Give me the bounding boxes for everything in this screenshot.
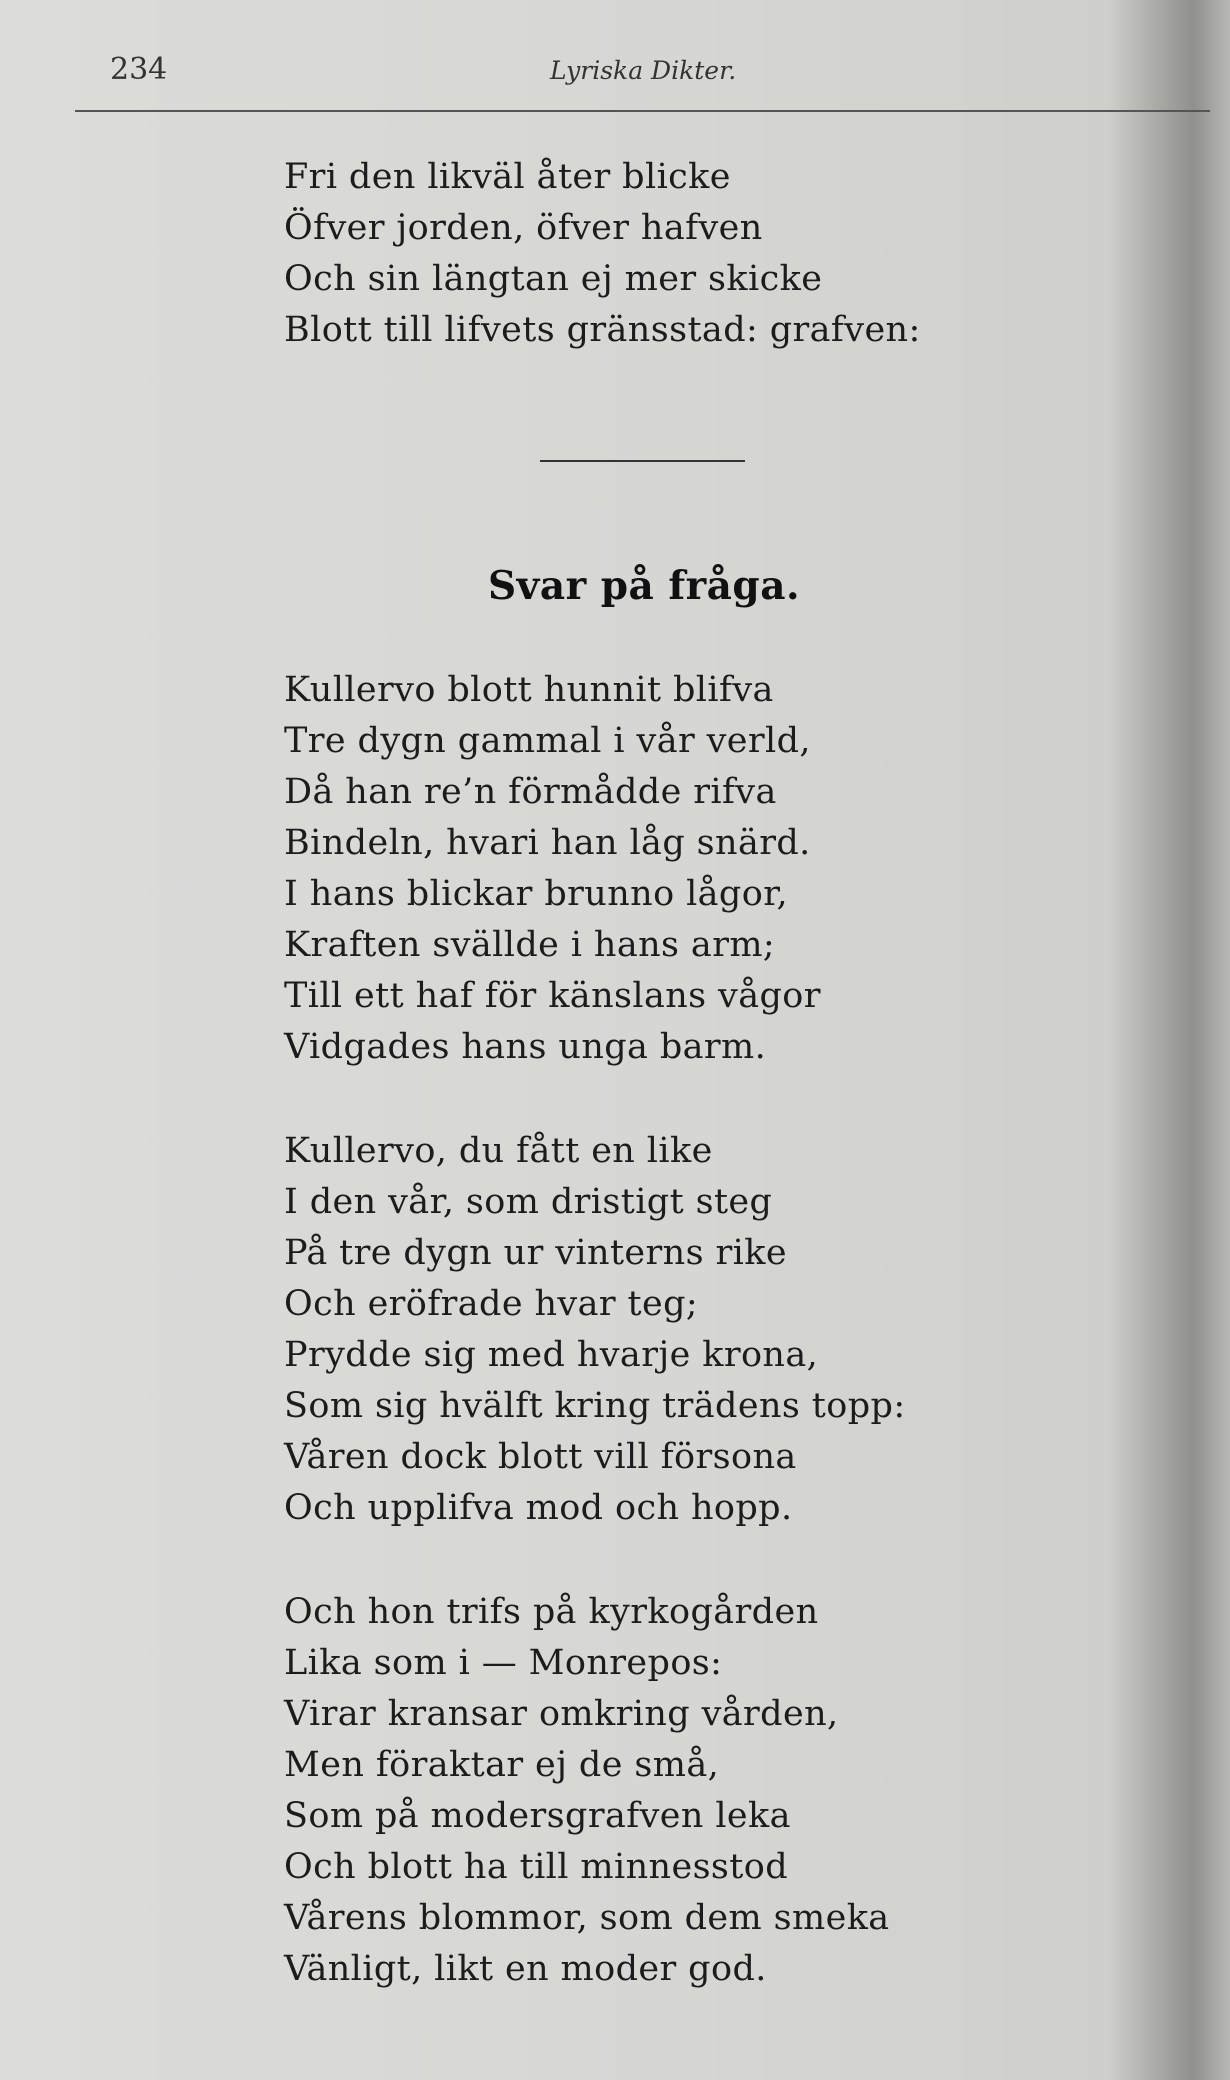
verse-line: Kraften svällde i hans arm;: [284, 925, 776, 965]
verse-line: Våren dock blott vill försona: [284, 1437, 797, 1477]
verse-line: I hans blickar brunno lågor,: [284, 874, 789, 914]
verse-line: Till ett haf för känslans vågor: [284, 976, 821, 1016]
verse-line: Och sin längtan ej mer skicke: [284, 259, 823, 299]
verse-line: Lika som i — Monrepos:: [284, 1643, 723, 1683]
poem-title: Svar på fråga.: [488, 563, 801, 609]
stanza-2: [284, 1126, 906, 1534]
verse-line: Bindeln, hvari han låg snärd.: [284, 823, 811, 863]
verse-line: I den vår, som dristigt steg: [284, 1182, 773, 1222]
verse-line: Och eröfrade hvar teg;: [284, 1284, 699, 1324]
verse-line: Vidgades hans unga barm.: [284, 1027, 767, 1067]
stanza-previous-poem-ending: [284, 152, 921, 356]
verse-line: Prydde sig med hvarje krona,: [284, 1335, 819, 1375]
verse-line: Och upplifva mod och hopp.: [284, 1488, 793, 1528]
header-rule: [75, 110, 1210, 112]
verse-line: Kullervo blott hunnit blifva: [284, 670, 774, 710]
verse-line: Kullervo, du fått en like: [284, 1131, 713, 1171]
verse-line: Och blott ha till minnesstod: [284, 1847, 789, 1887]
verse-line: Öfver jorden, öfver hafven: [284, 208, 763, 248]
verse-line: Som på modersgrafven leka: [284, 1796, 791, 1836]
verse-line: Då han re’n förmådde rifva: [284, 772, 777, 812]
verse-line: Virar kransar omkring vården,: [284, 1694, 839, 1734]
verse-line: Tre dygn gammal i vår verld,: [284, 721, 811, 761]
verse-line: Som sig hvälft kring trädens topp:: [284, 1386, 906, 1426]
stanza-1: [284, 665, 821, 1073]
verse-line: Och hon trifs på kyrkogården: [284, 1592, 819, 1632]
verse-line: Blott till lifvets gränsstad: grafven:: [284, 310, 921, 350]
verse-line: Fri den likväl åter blicke: [284, 157, 731, 197]
verse-line: Vänligt, likt en moder god.: [284, 1949, 767, 1989]
running-title: Lyriska Dikter.: [550, 56, 737, 85]
stanza-3: [284, 1587, 890, 1995]
verse-line: På tre dygn ur vinterns rike: [284, 1233, 787, 1273]
verse-line: Vårens blommor, som dem smeka: [284, 1898, 890, 1938]
verse-line: Men föraktar ej de små,: [284, 1745, 720, 1785]
page-number: 234: [110, 52, 168, 87]
page-header: [110, 52, 1200, 92]
poem-divider: [540, 460, 745, 462]
